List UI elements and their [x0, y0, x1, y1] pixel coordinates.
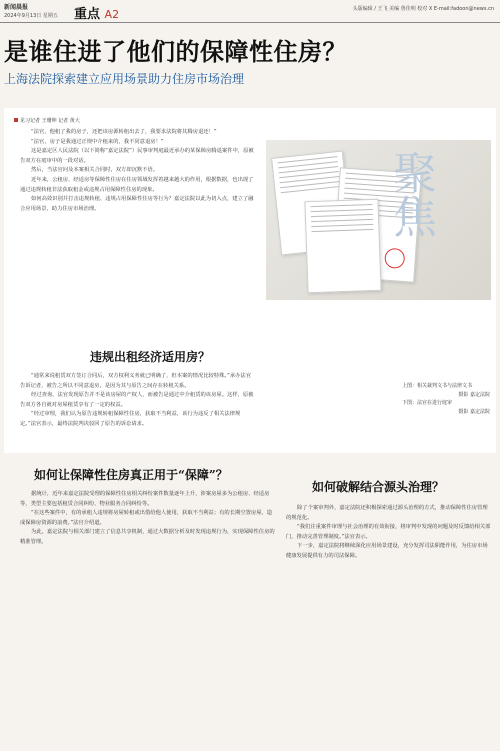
article-paragraph: “在这些案件中，有的承租人违规将房屋转租或出借给他人使用，获取不当利益；有的长期空置房屋，造成保障房资源的浪费。”法官介绍道。 [20, 510, 273, 526]
caption-line: 下图：法官在进行庭审 [402, 400, 453, 406]
editor-credits: 头版编辑 / 王飞 美编 鲁佳明 校对 X E-mail:fadoon@news.cn [352, 6, 494, 12]
article-paragraph: 除了个案审判外，嘉定法院还积极探索通过源头治理的方式，推动保障性住房管理的规范化。 [286, 505, 488, 521]
article-paragraph: “经过审理，我们认为原告违规转租保障性住房，获取不当利益，该行为违反了相关法律规定。”法官表示，最终法院判决驳回了原告的诉讼请求。 [20, 411, 241, 427]
article-paragraph: 据统计，近年来嘉定法院受理的保障性住房相关纠纷案件数量逐年上升，涉案房屋多为公租房、经适房等，类型主要包括租赁合同纠纷、物业服务合同纠纷等。 [20, 491, 270, 507]
article-paragraph: “我们注重案件审理与社会治理的有效衔接，将审判中发现的问题及时反馈给相关部门，推动完善管理制度。”法官表示。 [286, 524, 491, 540]
lead-paragraph: 近年来，公租房、经适房等保障性住房在住房领域发挥着越来越大的作用，根据数据，也出现了通过违规转租非法获取租金或违规占用保障性住房的现象。 [20, 176, 254, 193]
lead-paragraph: “法官，房子是我通过正规中介租来的，我不同意退房！” [31, 138, 164, 145]
lead-paragraph: 这是嘉定区人民法院（以下简称“嘉定法院”）民事审判庭最近承办的某保障房腾退案件中，原被告双方在庭审中的一段对话。 [20, 148, 254, 164]
article-paragraph: 经过查询，法官发现原告并不是该房屋的产权人，而被告是通过中介租赁的该房屋。这样，原被告双方各自就对房屋租赁享有了一定的权益。 [20, 392, 254, 408]
byline-text: 见习记者 王珊坤 记者 黄大 [20, 118, 80, 124]
caption-credit: 摄影 嘉定法院 [458, 391, 490, 398]
page-number: A2 [104, 8, 120, 21]
caption-line: 上图：相关裁判文书与法律文书 [402, 383, 473, 389]
subheadline: 上海法院探索建立应用场景助力住房市场治理 [4, 72, 245, 86]
lead-text [20, 128, 255, 214]
red-seal-icon [384, 248, 405, 269]
article-column [286, 504, 491, 562]
photo-caption [402, 382, 490, 416]
document-paper [304, 199, 381, 294]
feature-character: 聚焦 [385, 150, 436, 238]
section-heading: 如何让保障性住房真正用于“保障”？ [34, 468, 228, 482]
article-paragraph: “通常来说租赁双方签订合同后，双方权利义务就已明确了，但本案的情况比较特殊。”承办法官告诉记者，被告之所以不同意退房，是因为其与原告之间存在转租关系。 [20, 373, 252, 389]
lead-paragraph: 然后，当法官问及本案相关合同时，双方却沉默不语。 [31, 167, 159, 174]
caption-credit: 摄影 嘉定法院 [458, 408, 490, 415]
documents-photo [266, 140, 491, 300]
newspaper-logo: 新闻晨报 [4, 4, 29, 11]
lead-paragraph: “法官，他租了我的房子，还把该房源转租出去了，我要求法院将其腾房退还！” [31, 129, 217, 135]
byline [14, 117, 80, 124]
lead-paragraph: 如何高效识别并打击违规转租、违规占用保障性住房等行为？嘉定法院以此为切入点，建立了融合应用场景，助力住房市场治理。 [20, 196, 254, 212]
headline: 是谁住进了他们的保障性住房？ [4, 37, 347, 66]
section-heading: 违规出租经济适用房？ [90, 350, 211, 364]
section-label [74, 3, 119, 22]
article-paragraph: 下一步，嘉定法院将继续深化应用场景建设，充分发挥司法职能作用，为住房市场健康发展提供有力的司法保障。 [286, 543, 488, 559]
section-name: 重点 [74, 7, 101, 22]
article-column [20, 372, 255, 430]
page-header [0, 0, 500, 23]
byline-marker-icon [14, 118, 18, 122]
article-paragraph: 为此，嘉定法院与相关部门建立了信息共享机制，通过大数据分析及时发现违规行为，实现保障性住房的精准管理。 [20, 529, 275, 545]
article-column [20, 490, 275, 548]
issue-date: 2024年9月13日 星期五 [4, 13, 58, 19]
section-heading: 如何破解结合源头治理？ [312, 480, 445, 494]
